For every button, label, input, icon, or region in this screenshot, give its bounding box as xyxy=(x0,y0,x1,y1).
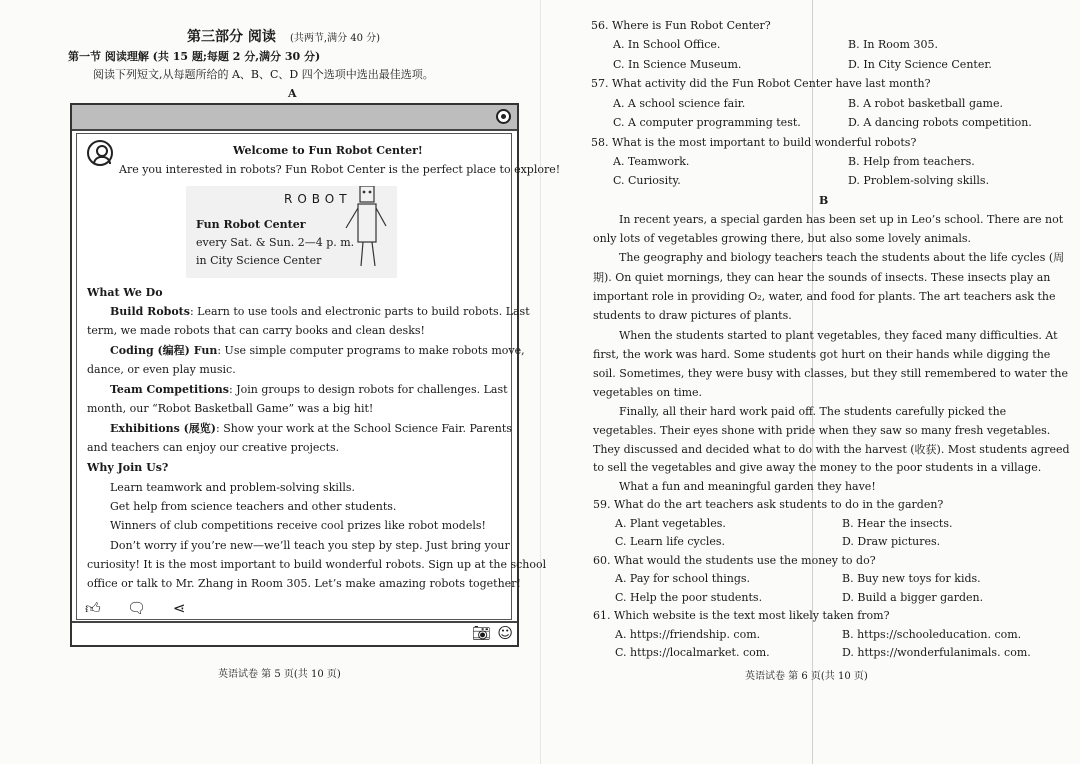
build-line-1: Build Robots: Learn to use tools and electronic parts to build robots. Last xyxy=(110,305,530,318)
what-we-do-heading: What We Do xyxy=(87,286,163,299)
p5-line: What a fun and meaningful garden they have! xyxy=(619,480,876,493)
q57-b: B. A robot basketball game. xyxy=(848,97,1003,110)
q60-b: B. Buy new toys for kids. xyxy=(842,572,981,585)
q56-b: B. In Room 305. xyxy=(848,38,938,51)
robot-word: ROBOT xyxy=(284,192,352,206)
dont-worry-2: curiosity! It is the most important to build wonderful robots. Sign up at the school xyxy=(87,558,547,571)
p4-line-3: They discussed and decided what to do with the harvest (收获). Most students agreed xyxy=(593,443,1070,456)
exhib-text-1: Show your work at the School Science Fair. Parents xyxy=(223,422,512,435)
p1-line-2: only lots of vegetables growing there, but also some lovely animals. xyxy=(593,232,972,245)
poster-welcome: Welcome to Fun Robot Center! xyxy=(233,144,423,157)
p2-line-2: 期). On quiet mornings, they can hear the sounds of insects. These insects play an xyxy=(593,271,1051,284)
q59: 59. What do the art teachers ask students to do in the garden? xyxy=(593,498,944,511)
right-page xyxy=(545,0,1080,764)
team-line-2: month, our “Robot Basketball Game” was a big hit! xyxy=(87,402,374,415)
center-time: every Sat. & Sun. 2—4 p. m. xyxy=(196,236,355,249)
q57: 57. What activity did the Fun Robot Center have last month? xyxy=(591,77,931,90)
q57-d: D. A dancing robots competition. xyxy=(848,116,1032,129)
q58-c: C. Curiosity. xyxy=(613,174,681,187)
p4-line-1: Finally, all their hard work paid off. The students carefully picked the xyxy=(619,405,1007,418)
q59-d: D. Draw pictures. xyxy=(842,535,941,548)
section-title: 第一节 阅读理解 (共 15 题;每题 2 分,满分 30 分) xyxy=(68,50,321,63)
part-note: (共两节,满分 40 分) xyxy=(290,33,381,44)
right-footer: 英语试卷 第 6 页(共 10 页) xyxy=(745,671,868,682)
q59-c: C. Learn life cycles. xyxy=(615,535,726,548)
why-item-2: Get help from science teachers and other students. xyxy=(110,500,397,513)
build-title: Build Robots xyxy=(110,305,190,318)
build-line-2: term, we made robots that can carry books and clean desks! xyxy=(87,324,425,337)
q60-d: D. Build a bigger garden. xyxy=(842,591,984,604)
q56-d: D. In City Science Center. xyxy=(848,58,992,71)
q58-a: A. Teamwork. xyxy=(613,155,690,168)
dont-worry-1: Don’t worry if you’re new—we’ll teach you step by step. Just bring your xyxy=(110,539,510,552)
coding-text-1: Use simple computer programs to make robots move, xyxy=(224,344,525,357)
team-line-1: Team Competitions: Join groups to design robots for challenges. Last xyxy=(110,383,508,396)
dont-worry-3: office or talk to Mr. Zhang in Room 305. Let’s make amazing robots together! xyxy=(87,577,521,590)
left-footer: 英语试卷 第 5 页(共 10 页) xyxy=(218,669,341,680)
q60: 60. What would the students use the money to do? xyxy=(593,554,876,567)
q61: 61. Which website is the text most likely taken from? xyxy=(593,609,890,622)
team-title: Team Competitions xyxy=(110,383,229,396)
p1-line-1: In recent years, a special garden has been set up in Leo’s school. There are not xyxy=(619,213,1064,226)
build-text-1: Learn to use tools and electronic parts to build robots. Last xyxy=(197,305,530,318)
poster-title-bar xyxy=(72,105,517,131)
center-place: in City Science Center xyxy=(196,254,322,267)
q61-c: C. https://localmarket. com. xyxy=(615,646,770,659)
page-gutter xyxy=(540,0,541,764)
robot-illustration xyxy=(186,186,397,278)
why-item-1: Learn teamwork and problem-solving skills. xyxy=(110,481,356,494)
p2-line-1: The geography and biology teachers teach the students about the life cycles (周 xyxy=(619,251,1065,264)
p3-line-3: soil. Sometimes, they were busy with classes, but they still remembered to water the xyxy=(593,367,1069,380)
share-icon[interactable]: ⋖ xyxy=(173,599,186,617)
p4-line-4: to sell the vegetables and give away the money to the poor students in a village. xyxy=(593,461,1042,474)
q61-b: B. https://schooleducation. com. xyxy=(842,628,1022,641)
q61-a: A. https://friendship. com. xyxy=(615,628,761,641)
p4-line-2: vegetables. Their eyes shone with pride when they saw so many fresh vegetables. xyxy=(593,424,1051,437)
poster-window xyxy=(70,103,561,647)
q58-b: B. Help from teachers. xyxy=(848,155,975,168)
p3-line-2: first, the work was hard. Some students got hurt on their hands while digging the xyxy=(593,348,1051,361)
camera-icon[interactable]: 📷︎ xyxy=(471,624,491,642)
q58-d: D. Problem-solving skills. xyxy=(848,174,990,187)
q61-d: D. https://wonderfulanimals. com. xyxy=(842,646,1031,659)
p3-line-4: vegetables on time. xyxy=(593,386,703,399)
q60-a: A. Pay for school things. xyxy=(615,572,751,585)
team-text-1: Join groups to design robots for challenges. Last xyxy=(236,383,508,396)
exhib-line-1: Exhibitions (展览): Show your work at the School Science Fair. Parents xyxy=(110,422,512,435)
coding-title: Coding (编程) Fun xyxy=(110,344,218,357)
q60-c: C. Help the poor students. xyxy=(615,591,763,604)
coding-line-2: dance, or even play music. xyxy=(87,363,236,376)
q58: 58. What is the most important to build wonderful robots? xyxy=(591,136,917,149)
p2-line-4: students to draw pictures of plants. xyxy=(593,309,792,322)
q56-c: C. In Science Museum. xyxy=(613,58,742,71)
p3-line-1: When the students started to plant vegetables, they faced many difficulties. At xyxy=(619,329,1058,342)
center-name: Fun Robot Center xyxy=(196,218,306,231)
why-join-heading: Why Join Us? xyxy=(87,461,169,474)
p2-line-3: important role in providing O₂, water, and food for plants. The art teachers ask the xyxy=(593,290,1056,303)
part-title: 第三部分 阅读 xyxy=(187,29,276,45)
smiley-icon[interactable]: ☺ xyxy=(497,624,513,642)
coding-line-1: Coding (编程) Fun: Use simple computer programs to make robots move, xyxy=(110,344,525,357)
passage-label-b: B xyxy=(819,194,829,207)
exhib-title: Exhibitions (展览) xyxy=(110,422,217,435)
comment-icon[interactable]: 🗨︎ xyxy=(127,599,147,617)
q57-c: C. A computer programming test. xyxy=(613,116,801,129)
q57-a: A. A school science fair. xyxy=(613,97,746,110)
q56: 56. Where is Fun Robot Center? xyxy=(591,19,771,32)
poster-content xyxy=(76,133,561,620)
instruction: 阅读下列短文,从每题所给的 A、B、C、D 四个选项中选出最佳选项。 xyxy=(93,68,434,81)
why-item-3: Winners of club competitions receive cool prizes like robot models! xyxy=(110,519,486,532)
q56-a: A. In School Office. xyxy=(613,38,721,51)
thumbs-up-icon[interactable]: 👍︎ xyxy=(85,599,101,617)
passage-label-a: A xyxy=(288,87,297,100)
record-button-icon[interactable] xyxy=(496,109,511,124)
poster-intro: Are you interested in robots? Fun Robot Center is the perfect place to explore! xyxy=(119,163,561,176)
q59-a: A. Plant vegetables. xyxy=(615,517,726,530)
user-avatar-icon xyxy=(87,140,113,166)
q59-b: B. Hear the insects. xyxy=(842,517,953,530)
poster-bottom-bar xyxy=(72,621,517,645)
exhib-line-2: and teachers can enjoy our creative projects. xyxy=(87,441,340,454)
